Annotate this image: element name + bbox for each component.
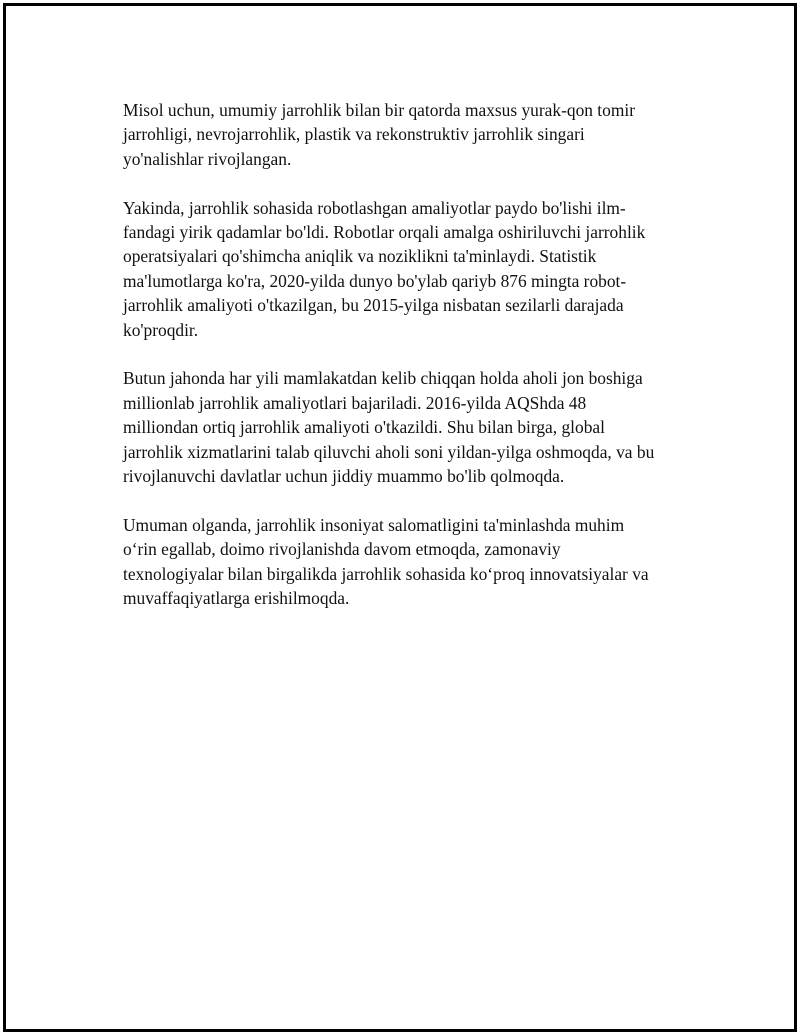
text-line: milliondan ortiq jarrohlik amaliyoti o'tkazildi. Shu bilan birga, global	[123, 417, 605, 438]
text-line: Umuman olganda, jarrohlik insoniyat salomatligini ta'minlashda muhim	[123, 514, 625, 535]
text-line: jarrohlik xizmatlarini talab qiluvchi aholi soni yildan-yilga oshmoqda, va bu	[123, 441, 655, 462]
text-line: yo'nalishlar rivojlangan.	[123, 148, 292, 169]
text-line: ma'lumotlarga ko'ra, 2020-yilda dunyo bo'ylab qariyb 876 mingta robot-	[123, 270, 627, 291]
text-line: Yakinda, jarrohlik sohasida robotlashgan amaliyotlar paydo bo'lishi ilm-	[123, 197, 626, 218]
page-frame	[3, 3, 797, 1032]
text-line: Butun jahonda har yili mamlakatdan kelib chiqqan holda aholi jon boshiga	[123, 368, 643, 389]
text-line: o‘rin egallab, doimo rivojlanishda davom etmoqda, zamonaviy	[123, 539, 561, 560]
paragraph-2	[123, 196, 703, 342]
paragraph-4	[123, 513, 703, 611]
paragraph-1	[123, 98, 703, 171]
text-line: rivojlanuvchi davlatlar uchun jiddiy muammo bo'lib qolmoqda.	[123, 466, 565, 487]
text-line: Misol uchun, umumiy jarrohlik bilan bir qatorda maxsus yurak-qon tomir	[123, 100, 635, 120]
text-line: operatsiyalari qo'shimcha aniqlik va noziklikni ta'minlaydi. Statistik	[123, 246, 597, 267]
text-line: ko'proqdir.	[123, 319, 199, 340]
text-line: jarrohligi, nevrojarrohlik, plastik va rekonstruktiv jarrohlik singari	[123, 124, 585, 145]
document-body	[123, 98, 703, 635]
text-line: jarrohlik amaliyoti o'tkazilgan, bu 2015-yilga nisbatan sezilarli darajada	[123, 295, 624, 316]
text-line: texnologiyalar bilan birgalikda jarrohlik sohasida ko‘proq innovatsiyalar va	[123, 563, 649, 584]
paragraph-3	[123, 366, 703, 488]
text-line: fandagi yirik qadamlar bo'ldi. Robotlar orqali amalga oshiriluvchi jarrohlik	[123, 222, 646, 243]
text-line: millionlab jarrohlik amaliyotlari bajariladi. 2016-yilda AQShda 48	[123, 392, 587, 413]
text-line: muvaffaqiyatlarga erishilmoqda.	[123, 588, 350, 609]
